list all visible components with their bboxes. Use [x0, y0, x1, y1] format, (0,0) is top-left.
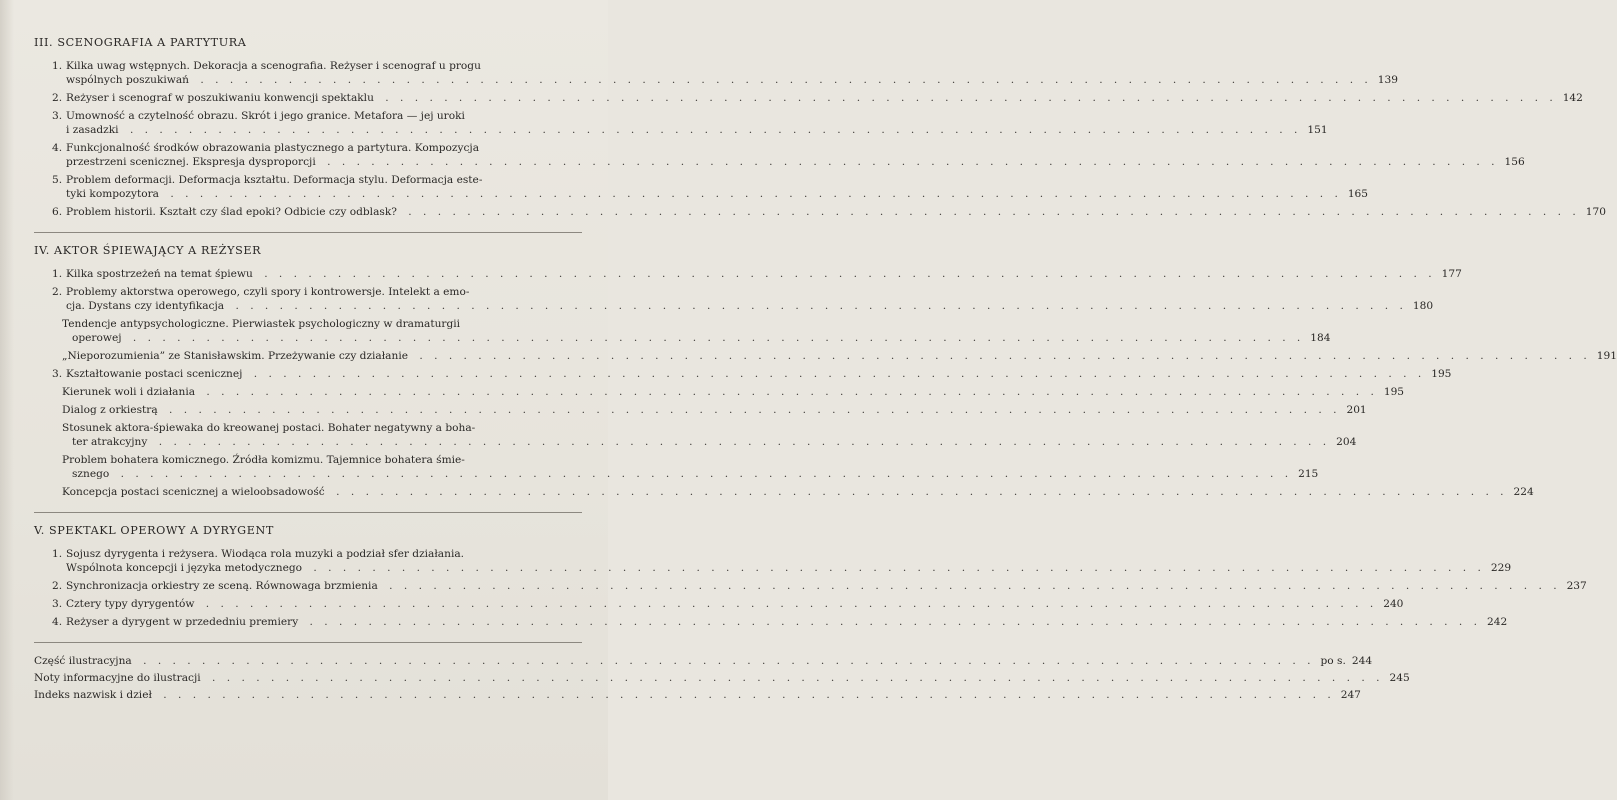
dot-leader: . . . . . . . . . . . . . . . . . . . . . . . . . . . . . . . . . . . . . . . . . . . . . . . . . . . . . . . . . . . . . . . . . . . . . . . . . . . . . . . .: [193, 74, 1372, 86]
dot-leader: . . . . . . . . . . . . . . . . . . . . . . . . . . . . . . . . . . . . . . . . . . . . . . . . . . . . . . . . . . . . . . . . . . . . . . . . . . . . . . . .: [135, 655, 1315, 667]
toc-entry: [34, 59, 1399, 87]
entry-last-line: [52, 267, 1462, 281]
dot-leader: . . . . . . . . . . . . . . . . . . . . . . . . . . . . . . . . . . . . . . . . . . . . . . . . . . . . . . . . . . . . . . . . . . . . . . . . . . . . . . . .: [113, 468, 1293, 480]
dot-leader: . . . . . . . . . . . . . . . . . . . . . . . . . . . . . . . . . . . . . . . . . . . . . . . . . . . . . . . . . . . . . . . . . . . . . . . . . . . . . . . .: [328, 486, 1508, 498]
toc-entry: [34, 403, 1367, 417]
section-heading: V. SPEKTAKL OPEROWY A DYRYGENT: [34, 524, 274, 537]
page-prefix: po s.: [1320, 655, 1346, 667]
section-divider: [34, 232, 582, 233]
entry-last-line: [52, 123, 1328, 137]
entry-line: Część ilustracyjna: [34, 655, 132, 667]
entry-line: Kształtowanie postaci scenicznej: [66, 368, 243, 380]
entry-number: 1.: [52, 60, 63, 72]
page-number: 142: [1562, 92, 1583, 104]
toc-entry: [34, 205, 1606, 219]
section-divider: [34, 642, 582, 643]
page-number: 170: [1585, 206, 1606, 218]
dot-leader: . . . . . . . . . . . . . . . . . . . . . . . . . . . . . . . . . . . . . . . . . . . . . . . . . . . . . . . . . . . . . . . . . . . . . . . . . . . . . . . .: [163, 188, 1342, 200]
page-number: 247: [1340, 689, 1361, 701]
page-number: 224: [1513, 486, 1534, 498]
entry-line: ter atrakcyjny: [72, 436, 148, 448]
dot-leader: . . . . . . . . . . . . . . . . . . . . . . . . . . . . . . . . . . . . . . . . . . . . . . . . . . . . . . . . . . . . . . . . . . . . . . . . . . . . . . . .: [319, 156, 1499, 168]
dot-leader: . . . . . . . . . . . . . . . . . . . . . . . . . . . . . . . . . . . . . . . . . . . . . . . . . . . . . . . . . . . . . . . . . . . . . . . . . . . . . . . .: [198, 598, 1378, 610]
entry-line: Problem deformacji. Deformacja kształtu. Deformacja stylu. Deformacja este-: [66, 174, 483, 186]
entry-number: 6.: [52, 206, 63, 218]
entry-last-line: [52, 561, 1512, 575]
entry-last-line: [52, 187, 1369, 201]
toc-section: [34, 244, 1617, 499]
entry-line: Kilka spostrzeżeń na temat śpiewu: [66, 268, 253, 280]
entry-last-line: [52, 579, 1587, 593]
entry-last-line: [62, 331, 1331, 345]
entry-line: Tendencje antypsychologiczne. Pierwiastek psychologiczny w dramaturgii: [62, 318, 461, 330]
entry-line: Cztery typy dyrygentów: [66, 598, 195, 610]
dot-leader: . . . . . . . . . . . . . . . . . . . . . . . . . . . . . . . . . . . . . . . . . . . . . . . . . . . . . . . . . . . . . . . . . . . . . . . . . . . . . . . .: [228, 300, 1407, 312]
page-number: 195: [1383, 386, 1405, 398]
entry-last-line: [52, 615, 1508, 629]
entry-last-line: [52, 597, 1404, 611]
entry-last-line: [62, 485, 1534, 499]
dot-leader: . . . . . . . . . . . . . . . . . . . . . . . . . . . . . . . . . . . . . . . . . . . . . . . . . . . . . . . . . . . . . . . . . . . . . . . . . . . . . . . .: [256, 268, 1436, 280]
dot-leader: . . . . . . . . . . . . . . . . . . . . . . . . . . . . . . . . . . . . . . . . . . . . . . . . . . . . . . . . . . . . . . . . . . . . . . . . . . . . . . . .: [161, 404, 1341, 416]
dot-leader: . . . . . . . . . . . . . . . . . . . . . . . . . . . . . . . . . . . . . . . . . . . . . . . . . . . . . . . . . . . . . . . . . . . . . . . . . . . . . . . .: [381, 580, 1561, 592]
entry-line: Indeks nazwisk i dzieł: [34, 689, 152, 701]
toc-entry: [34, 141, 1525, 169]
entry-line: Kierunek woli i działania: [62, 386, 196, 398]
entry-line: operowej: [72, 332, 122, 344]
entry-line: Reżyser i scenograf w poszukiwaniu konwencji spektaklu: [66, 92, 374, 104]
page-number: 237: [1566, 580, 1587, 592]
page-number: 240: [1383, 598, 1404, 610]
toc-entry: [34, 385, 1405, 399]
page-number: 139: [1377, 74, 1399, 86]
page-number: 151: [1307, 124, 1328, 136]
appendix-entry: [34, 654, 1373, 668]
toc-entry: [34, 421, 1357, 449]
page-number: 180: [1412, 300, 1434, 312]
entry-line: Synchronizacja orkiestry ze sceną. Równowaga brzmienia: [66, 580, 378, 592]
dot-leader: . . . . . . . . . . . . . . . . . . . . . . . . . . . . . . . . . . . . . . . . . . . . . . . . . . . . . . . . . . . . . . . . . . . . . . . . . . . . . . . .: [151, 436, 1331, 448]
entry-number: 5.: [52, 174, 63, 186]
page-number: 165: [1347, 188, 1369, 200]
entry-last-line: [52, 91, 1583, 105]
toc-entry: [34, 453, 1319, 481]
entry-number: 2.: [52, 92, 63, 104]
entry-line: Koncepcja postaci scenicznej a wieloobsadowość: [62, 486, 325, 498]
dot-leader: . . . . . . . . . . . . . . . . . . . . . . . . . . . . . . . . . . . . . . . . . . . . . . . . . . . . . . . . . . . . . . . . . . . . . . . . . . . . . . . .: [125, 332, 1305, 344]
entry-last-line: [34, 688, 1361, 702]
page-number: 204: [1336, 436, 1357, 448]
dot-leader: . . . . . . . . . . . . . . . . . . . . . . . . . . . . . . . . . . . . . . . . . . . . . . . . . . . . . . . . . . . . . . . . . . . . . . . . . . . . . . . .: [377, 92, 1557, 104]
page-number: 244: [1351, 655, 1373, 667]
appendix-list: [34, 654, 1410, 702]
entry-last-line: [62, 435, 1357, 449]
entry-line: wspólnych poszukiwań: [66, 74, 189, 86]
toc-entry: [34, 615, 1508, 629]
entry-line: „Nieporozumienia” ze Stanisławskim. Przeżywanie czy działanie: [62, 350, 408, 362]
entry-number: 3.: [52, 368, 63, 380]
dot-leader: . . . . . . . . . . . . . . . . . . . . . . . . . . . . . . . . . . . . . . . . . . . . . . . . . . . . . . . . . . . . . . . . . . . . . . . . . . . . . . . .: [246, 368, 1426, 380]
entry-number: 4.: [52, 616, 63, 628]
page-number: 242: [1486, 616, 1508, 628]
dot-leader: . . . . . . . . . . . . . . . . . . . . . . . . . . . . . . . . . . . . . . . . . . . . . . . . . . . . . . . . . . . . . . . . . . . . . . . . . . . . . . . .: [400, 206, 1580, 218]
toc-section: [34, 36, 1606, 219]
dot-leader: . . . . . . . . . . . . . . . . . . . . . . . . . . . . . . . . . . . . . . . . . . . . . . . . . . . . . . . . . . . . . . . . . . . . . . . . . . . . . . . .: [302, 616, 1481, 628]
entry-line: Noty informacyjne do ilustracji: [34, 672, 201, 684]
entry-line: Funkcjonalność środków obrazowania plastycznego a partytura. Kompozycja: [66, 142, 480, 154]
page-number: 191: [1596, 350, 1617, 362]
dot-leader: . . . . . . . . . . . . . . . . . . . . . . . . . . . . . . . . . . . . . . . . . . . . . . . . . . . . . . . . . . . . . . . . . . . . . . . . . . . . . . . .: [155, 689, 1335, 701]
page-number: 229: [1490, 562, 1512, 574]
appendix-entry: [34, 671, 1410, 685]
entry-last-line: [62, 467, 1319, 481]
toc-entry: [34, 109, 1328, 137]
toc-entry: [34, 485, 1534, 499]
entry-last-line: [52, 205, 1606, 219]
entry-last-line: [62, 349, 1617, 363]
entry-line: tyki kompozytora: [66, 188, 160, 200]
table-of-contents: [34, 36, 1617, 705]
page-number: 215: [1298, 468, 1319, 480]
entry-line: Umowność a czytelność obrazu. Skrót i jego granice. Metafora — jej uroki: [66, 110, 465, 122]
entry-line: Problem bohatera komicznego. Źródła komizmu. Tajemnice bohatera śmie-: [62, 454, 465, 466]
toc-entry: [34, 579, 1587, 593]
entry-last-line: [62, 385, 1405, 399]
entry-line: Problem historii. Kształt czy ślad epoki? Odbicie czy odblask?: [66, 206, 397, 218]
dot-leader: . . . . . . . . . . . . . . . . . . . . . . . . . . . . . . . . . . . . . . . . . . . . . . . . . . . . . . . . . . . . . . . . . . . . . . . . . . . . . . . .: [204, 672, 1384, 684]
entry-number: 2.: [52, 286, 63, 298]
toc-entry: [34, 267, 1462, 281]
entry-line: Problemy aktorstwa operowego, czyli spory i kontrowersje. Intelekt a emo-: [66, 286, 470, 298]
page-number: 195: [1431, 368, 1452, 380]
entry-line: Kilka uwag wstępnych. Dekoracja a scenografia. Reżyser i scenograf u progu: [66, 60, 481, 72]
entry-line: Sojusz dyrygenta i reżysera. Wiodąca rola muzyki a podział sfer działania.: [66, 548, 465, 560]
entry-number: 3.: [52, 110, 63, 122]
page-number: 245: [1389, 672, 1410, 684]
dot-leader: . . . . . . . . . . . . . . . . . . . . . . . . . . . . . . . . . . . . . . . . . . . . . . . . . . . . . . . . . . . . . . . . . . . . . . . . . . . . . . . .: [122, 124, 1302, 136]
dot-leader: . . . . . . . . . . . . . . . . . . . . . . . . . . . . . . . . . . . . . . . . . . . . . . . . . . . . . . . . . . . . . . . . . . . . . . . . . . . . . . . .: [411, 350, 1591, 362]
page-number: 156: [1504, 156, 1525, 168]
entry-line: Wspólnota koncepcji i języka metodycznego: [66, 562, 303, 574]
appendix-entry: [34, 688, 1361, 702]
toc-entry: [34, 91, 1583, 105]
entry-last-line: [52, 367, 1452, 381]
page-number: 201: [1346, 404, 1367, 416]
section-heading: III. SCENOGRAFIA A PARTYTURA: [34, 36, 247, 49]
entry-last-line: [34, 654, 1373, 668]
entry-line: Reżyser a dyrygent w przededniu premiery: [66, 616, 299, 628]
page-number: 184: [1310, 332, 1331, 344]
toc-section: [34, 524, 1587, 629]
entry-line: i zasadzki: [66, 124, 119, 136]
page-edge-shadow: [0, 0, 14, 800]
section-divider: [34, 512, 582, 513]
dot-leader: . . . . . . . . . . . . . . . . . . . . . . . . . . . . . . . . . . . . . . . . . . . . . . . . . . . . . . . . . . . . . . . . . . . . . . . . . . . . . . . .: [199, 386, 1378, 398]
entry-number: 1.: [52, 548, 63, 560]
toc-entry: [34, 173, 1369, 201]
entry-line: cja. Dystans czy identyfikacja: [66, 300, 225, 312]
toc-entry: [34, 367, 1452, 381]
entry-last-line: [62, 403, 1367, 417]
toc-entry: [34, 349, 1617, 363]
toc-entry: [34, 597, 1404, 611]
entry-last-line: [52, 155, 1525, 169]
entry-line: sznego: [72, 468, 110, 480]
entry-line: Dialog z orkiestrą: [62, 404, 158, 416]
entry-last-line: [34, 671, 1410, 685]
entry-number: 3.: [52, 598, 63, 610]
entry-number: 1.: [52, 268, 63, 280]
entry-last-line: [52, 299, 1434, 313]
entry-last-line: [52, 73, 1399, 87]
toc-entry: [34, 547, 1512, 575]
dot-leader: . . . . . . . . . . . . . . . . . . . . . . . . . . . . . . . . . . . . . . . . . . . . . . . . . . . . . . . . . . . . . . . . . . . . . . . . . . . . . . . .: [306, 562, 1485, 574]
section-heading: IV. AKTOR ŚPIEWAJĄCY A REŻYSER: [34, 244, 262, 257]
page-number: 177: [1441, 268, 1462, 280]
toc-entry: [34, 285, 1434, 313]
entry-number: 2.: [52, 580, 63, 592]
entry-line: przestrzeni scenicznej. Ekspresja dysproporcji: [66, 156, 316, 168]
entry-number: 4.: [52, 142, 63, 154]
toc-entry: [34, 317, 1331, 345]
entry-line: Stosunek aktora-śpiewaka do kreowanej postaci. Bohater negatywny a boha-: [62, 422, 476, 434]
